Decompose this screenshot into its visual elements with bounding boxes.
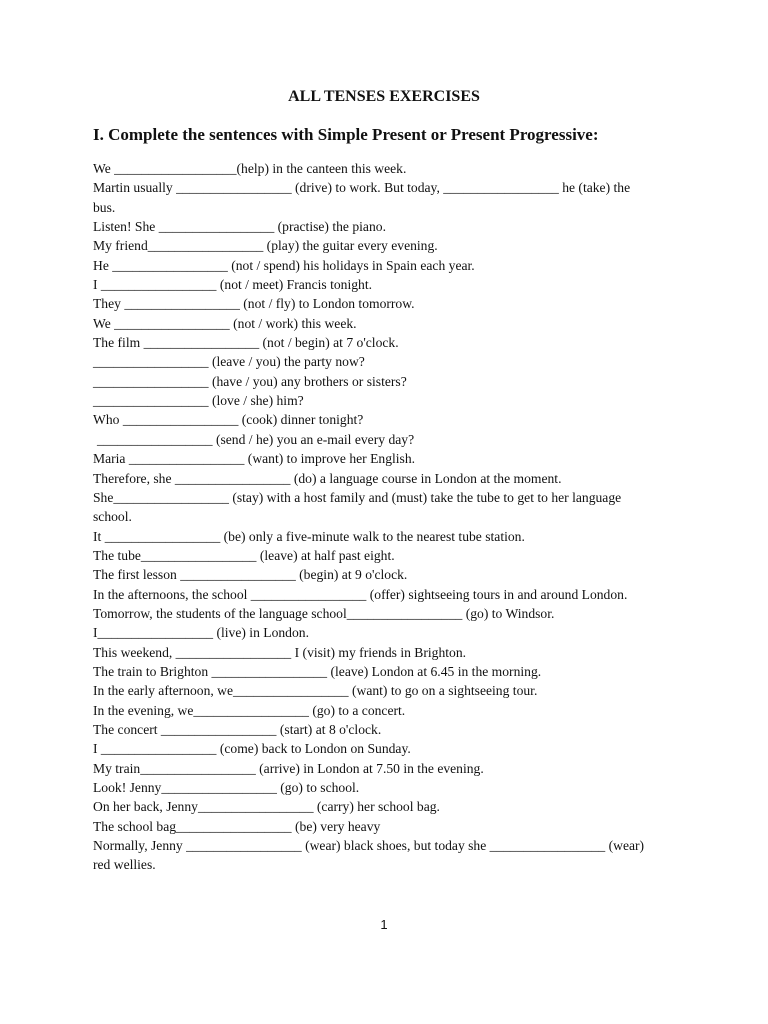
exercise-list xyxy=(93,159,653,875)
exercise-line: I _________________ (come) back to London on Sunday. xyxy=(93,741,411,757)
exercise-line: Martin usually _________________ (drive) to work. But today, _________________ he (take) the bus. xyxy=(93,180,631,215)
section-heading: I. Complete the sentences with Simple Present or Present Progressive: xyxy=(93,125,599,144)
exercise-line: She_________________ (stay) with a host family and (must) take the tube to get to her language school. xyxy=(93,489,622,525)
exercise-line: This weekend, _________________ I (visit) my friends in Brighton. xyxy=(93,644,467,660)
exercise-line: Who _________________ (cook) dinner tonight? xyxy=(93,412,364,428)
exercise-line: My friend_________________ (play) the guitar every evening. xyxy=(93,238,438,254)
exercise-line: _________________ (send / he) you an e-mail every day? xyxy=(97,431,415,447)
exercise-line: I _________________ (not / meet) Francis tonight. xyxy=(93,277,373,293)
exercise-line: The first lesson _________________ (begin) at 9 o'clock. xyxy=(93,567,408,583)
exercise-line: _________________ (love / she) him? xyxy=(93,393,304,409)
exercise-line: The tube_________________ (leave) at half past eight. xyxy=(93,547,395,563)
exercise-line: The train to Brighton _________________ (leave) London at 6.45 in the morning. xyxy=(93,663,542,679)
exercise-line: They _________________ (not / fly) to London tomorrow. xyxy=(93,296,415,312)
page-number: 1 xyxy=(380,917,388,932)
exercise-line: Normally, Jenny _________________ (wear) black shoes, but today she _________________ (wear) red wellies. xyxy=(93,838,645,873)
exercise-line: In the evening, we_________________ (go) to a concert. xyxy=(93,702,406,718)
exercise-line: On her back, Jenny_________________ (carry) her school bag. xyxy=(93,799,440,815)
exercise-line: My train_________________ (arrive) in London at 7.50 in the evening. xyxy=(93,760,484,776)
exercise-line: The school bag_________________ (be) very heavy xyxy=(93,818,381,834)
exercise-line: The concert _________________ (start) at 8 o'clock. xyxy=(93,721,382,737)
exercise-line: Therefore, she _________________ (do) a language course in London at the moment. xyxy=(93,470,562,486)
document-title: ALL TENSES EXERCISES xyxy=(288,88,480,105)
exercise-line: Maria _________________ (want) to improve her English. xyxy=(93,451,416,467)
exercise-line: Listen! She _________________ (practise) the piano. xyxy=(93,219,386,235)
exercise-line: We __________________(help) in the canteen this week. xyxy=(93,161,407,176)
exercise-line: We _________________ (not / work) this week. xyxy=(93,315,357,331)
exercise-line: It _________________ (be) only a five-minute walk to the nearest tube station. xyxy=(93,528,525,544)
exercise-line: In the afternoons, the school _________________ (offer) sightseeing tours in and around London. xyxy=(93,586,628,602)
exercise-line: _________________ (leave / you) the party now? xyxy=(93,354,365,370)
exercise-line: I_________________ (live) in London. xyxy=(93,625,309,641)
exercise-line: In the early afternoon, we_________________ (want) to go on a sightseeing tour. xyxy=(93,683,538,699)
exercise-line: He _________________ (not / spend) his holidays in Spain each year. xyxy=(93,257,475,273)
exercise-line: Look! Jenny_________________ (go) to school. xyxy=(93,780,360,795)
exercise-line: _________________ (have / you) any brothers or sisters? xyxy=(93,373,407,389)
exercise-line: Tomorrow, the students of the language school_________________ (go) to Windsor. xyxy=(93,605,555,621)
exercise-line: The film _________________ (not / begin) at 7 o'clock. xyxy=(93,335,399,351)
